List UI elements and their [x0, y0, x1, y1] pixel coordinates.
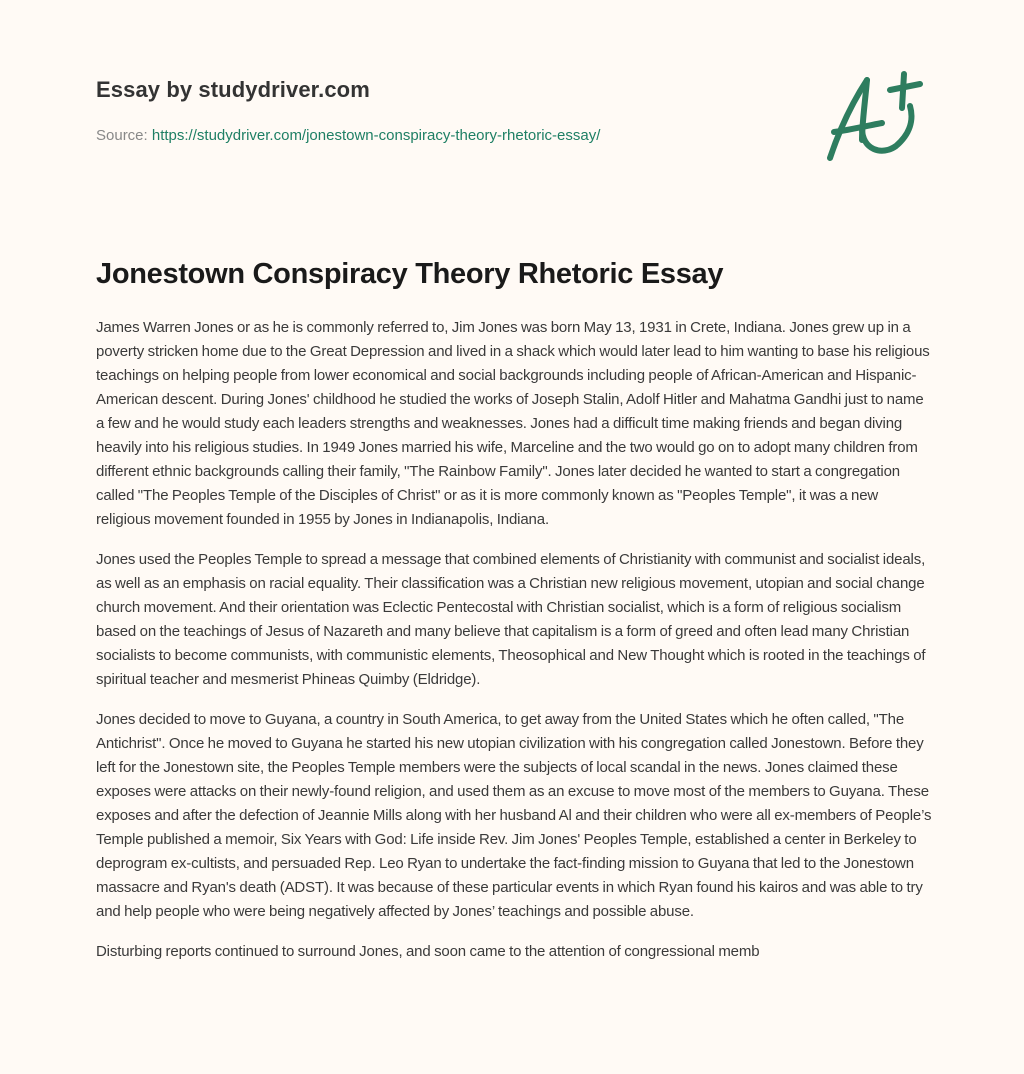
essay-paragraph: Jones used the Peoples Temple to spread a message that combined elements of Christianity with communist and socialist ideals, as well as an emphasis on racial equality. Their classification was a Christian new religious movement, utopian and social change church movement. And their orientation was Eclectic Pentecostal with Christian socialist, which is a form of religious socialism based on the teachings of Jesus of Nazareth and many believe that capitalism is a form of greed and often lead many Christian socialists to become communists, with communistic elements, Theosophical and New Thought which is rooted in the teachings of spiritual teacher and mesmerist Phineas Quimby (Eldridge).	[96, 551, 926, 688]
source-line	[96, 126, 796, 146]
page-header	[96, 76, 796, 146]
source-label: Source:	[96, 127, 152, 144]
site-brand: Essay by studydriver.com	[96, 77, 370, 102]
essay-paragraph-truncated: Disturbing reports continued to surround Jones, and soon came to the attention of congressional memb	[96, 943, 760, 960]
source-link[interactable]: https://studydriver.com/jonestown-conspiracy-theory-rhetoric-essay/	[151, 127, 601, 144]
essay-title: Jonestown Conspiracy Theory Rhetoric Essay	[96, 258, 724, 290]
a-plus-logo-icon	[822, 68, 932, 168]
essay-body	[96, 316, 932, 980]
essay-paragraph: James Warren Jones or as he is commonly referred to, Jim Jones was born May 13, 1931 in Crete, Indiana. Jones grew up in a poverty stricken home due to the Great Depression and lived in a shack which would later lead to him wanting to base his religious teachings on helping people from lower economical and social backgrounds including people of African-American and Hispanic-American descent. During Jones' childhood he studied the works of Joseph Stalin, Adolf Hitler and Mahatma Gandhi just to name a few and he would study each leaders strengths and weaknesses. Jones had a difficult time making friends and began diving heavily into his religious studies. In 1949 Jones married his wife, Marceline and the two would go on to adopt many children from different ethnic backgrounds calling their family, "The Rainbow Family". Jones later decided he wanted to start a congregation called "The Peoples Temple of the Disciples of Christ" or as it is more commonly known as "Peoples Temple", it was a new religious movement founded in 1955 by Jones in Indianapolis, Indiana.	[96, 319, 930, 528]
essay-paragraph: Jones decided to move to Guyana, a country in South America, to get away from the United States which he often called, "The Antichrist". Once he moved to Guyana he started his new utopian civilization with his congregation called Jonestown. Before they left for the Jonestown site, the Peoples Temple members were the subjects of local scandal in the news. Jones claimed these exposes were attacks on their newly-found religion, and used them as an excuse to move most of the members to Guyana. These exposes and after the defection of Jeannie Mills along with her husband Al and their children who were all ex-members of People’s Temple published a memoir, Six Years with God: Life inside Rev. Jim Jones' Peoples Temple, established a center in Berkeley to deprogram ex-cultists, and persuaded Rep. Leo Ryan to undertake the fact-finding mission to Guyana that led to the Jonestown massacre and Ryan's death (ADST). It was because of these particular events in which Ryan found his kairos and was able to try and help people who were being negatively affected by Jones’ teachings and possible abuse.	[96, 711, 932, 920]
